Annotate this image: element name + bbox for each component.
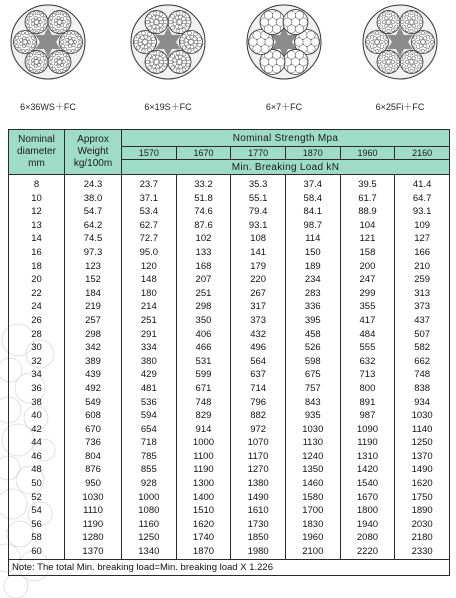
table-cell: 22 [31,287,42,299]
table-cell: 61.7 [358,192,377,204]
table-cell: 200 [359,260,376,272]
table-cell: 38.0 [83,192,103,204]
table-cell: 1310 [356,450,379,462]
table-cell: 8 [33,179,40,190]
table-cell: 179 [250,260,267,272]
rope-label-6x36ws: 6×36WS＋FC [20,102,76,112]
table-cell: 24 [31,301,42,313]
table-cell: 33.2 [194,179,213,190]
table-cell: 20 [31,274,42,286]
table-cell: 152 [85,274,101,286]
table-cell: 914 [195,423,212,435]
table-cell: 928 [140,478,157,490]
table-cell: 1980 [247,546,269,558]
table-cell: 876 [85,464,101,476]
table-cell: 42 [31,423,42,435]
table-cell: 133 [195,246,212,258]
table-cell: 1160 [138,518,160,530]
table-cell: 26 [31,314,42,326]
table-cell: 1250 [138,532,160,544]
table-cell: 150 [304,246,321,258]
table-cell: 95.0 [139,246,159,258]
column-load-1870 [285,175,340,560]
table-cell: 355 [359,301,376,313]
table-cell: 748 [195,396,212,408]
table-cell: 32 [31,355,42,367]
column-load-1960 [340,175,395,560]
table-cell: 1030 [302,423,324,435]
table-note: Note: The total Min. breaking load=Min. breaking load X 1.226 [9,559,450,575]
rope-6x7-cross-section-icon [246,4,322,80]
table-cell: 1700 [302,505,324,517]
table-cell: 1190 [193,464,214,476]
table-cell: 37.4 [303,179,323,190]
column-load-1570 [122,175,177,560]
table-cell: 1300 [192,478,215,490]
table-cell: 838 [414,382,431,394]
column-load-2160 [395,175,450,560]
table-cell: 632 [359,355,376,367]
header-approx-weight: Approx Weight kg/100m [65,130,122,175]
column-load-1670 [176,175,231,560]
table-cell: 1070 [247,437,269,449]
table-cell: 40 [31,410,42,422]
table-cell: 608 [85,410,101,422]
table-cell: 2220 [356,546,379,558]
table-cell: 395 [304,314,321,326]
table-cell: 1620 [192,518,215,530]
table-cell: 79.4 [248,206,268,218]
table-cell: 1870 [192,546,215,558]
rope-6x36ws-cross-section-icon [10,4,86,80]
table-cell: 1460 [302,478,324,490]
table-cell: 1190 [357,437,378,449]
table-cell: 1140 [411,423,433,435]
table-cell: 380 [140,355,157,367]
table-cell: 458 [304,328,321,340]
table-cell: 1370 [82,546,104,558]
table-cell: 1250 [411,437,433,449]
table-cell: 36 [31,382,42,394]
table-cell: 466 [195,342,212,354]
table-cell: 972 [250,423,267,435]
table-cell: 2180 [411,532,433,544]
table-cell: 55.1 [248,192,268,204]
table-cell: 121 [359,233,376,245]
table-cell: 317 [250,301,267,313]
table-cell: 313 [414,287,431,299]
table-cell: 64.2 [83,219,103,231]
table-cell: 713 [359,369,376,381]
table-cell: 259 [414,274,431,286]
table-cell: 298 [85,328,101,340]
table-cell: 267 [250,287,267,299]
rope-label-6x19s: 6×19S＋FC [144,102,192,112]
table-cell: 350 [195,314,212,326]
table-cell: 30 [31,342,42,354]
table-cell: 1510 [192,505,215,517]
table-cell: 1170 [247,450,269,462]
table-cell: 220 [250,274,267,286]
table-cell: 1280 [82,532,104,544]
table-cell: 855 [140,464,157,476]
table-cell: 429 [140,369,157,381]
header-min-breaking-load: Min. Breaking Load kN [122,160,450,175]
rope-specification-table [8,129,450,576]
column-load-1770 [231,175,286,560]
table-cell: 536 [140,396,157,408]
table-cell: 48 [31,464,42,476]
table-cell: 564 [250,355,267,367]
table-cell: 934 [414,396,431,408]
table-cell: 298 [195,301,212,313]
table-cell: 60 [31,546,42,558]
table-cell: 24.3 [83,179,103,190]
table-cell: 93.1 [248,219,268,231]
table-cell: 1030 [411,410,433,422]
table-cell: 120 [140,260,157,272]
table-cell: 373 [414,301,431,313]
table-cell: 84.1 [303,206,323,218]
table-cell: 251 [195,287,212,299]
table-cell: 37.1 [139,192,159,204]
table-cell: 291 [140,328,157,340]
table-cell: 16 [31,246,42,258]
table-cell: 257 [85,314,101,326]
table-cell: 373 [250,314,267,326]
header-grade-1570: 1570 [122,147,177,160]
table-cell: 109 [414,219,431,231]
table-cell: 210 [414,260,431,272]
table-cell: 64.7 [412,192,432,204]
table-cell: 1960 [302,532,324,544]
rope-label-6x25fi: 6×25Fi＋FC [375,102,425,112]
rope-6x19s-cross-section-icon [130,4,206,80]
table-cell: 389 [85,355,101,367]
table-cell: 44 [31,437,42,449]
table-cell: 891 [359,396,376,408]
table-cell: 1750 [411,491,433,503]
table-cell: 39.5 [358,179,377,190]
table-cell: 675 [304,369,321,381]
table-cell: 714 [250,382,267,394]
table-cell: 507 [414,328,431,340]
table-cell: 148 [140,274,157,286]
table-cell: 54.7 [83,206,103,218]
table-cell: 1670 [356,491,379,503]
table-cell: 1190 [82,518,104,530]
table-cell: 439 [85,369,101,381]
table-cell: 219 [85,301,101,313]
table-cell: 1490 [247,491,269,503]
table-cell: 38 [31,396,42,408]
table-cell: 141 [250,246,267,258]
table-cell: 748 [414,369,431,381]
table-cell: 127 [414,233,431,245]
table-cell: 158 [359,246,376,258]
table-cell: 736 [85,437,101,449]
table-cell: 1380 [247,478,269,490]
table-cell: 2030 [411,518,433,530]
table-cell: 1540 [356,478,379,490]
table-cell: 166 [414,246,431,258]
table-cell: 1370 [411,450,433,462]
table-cell: 2080 [356,532,379,544]
table-cell: 481 [140,382,157,394]
table-cell: 1090 [356,423,379,435]
table-cell: 1350 [302,464,324,476]
table-cell: 13 [31,219,42,231]
table-cell: 829 [195,410,212,422]
table-cell: 555 [359,342,376,354]
table-cell: 234 [304,274,321,286]
table-cell: 336 [304,301,321,313]
table-cell: 785 [140,450,157,462]
table-cell: 1270 [247,464,269,476]
table-cell: 1740 [192,532,215,544]
table-cell: 662 [414,355,431,367]
table-cell: 98.7 [303,219,323,231]
table-cell: 718 [140,437,157,449]
table-cell: 526 [304,342,321,354]
table-cell: 62.7 [139,219,159,231]
table-cell: 180 [140,287,157,299]
table-cell: 72.7 [139,233,159,245]
header-grade-1670: 1670 [176,147,231,160]
header-grade-1770: 1770 [231,147,286,160]
table-cell: 1610 [247,505,269,517]
header-nominal-strength: Nominal Strength Mpa [122,130,450,147]
table-cell: 417 [359,314,376,326]
header-grade-2160: 2160 [395,147,450,160]
table-cell: 56 [31,518,42,530]
table-cell: 93.1 [412,206,432,218]
table-cell: 1580 [302,491,324,503]
table-cell: 251 [140,314,157,326]
table-cell: 74.6 [194,206,213,218]
table-cell: 671 [195,382,212,394]
table-cell: 41.4 [412,179,432,190]
table-cell: 58.4 [303,192,323,204]
table-cell: 34 [31,369,42,381]
table-cell: 654 [140,423,157,435]
table-cell: 283 [304,287,321,299]
table-cell: 102 [195,233,212,245]
table-cell: 10 [31,192,42,204]
column-weight [65,175,122,560]
table-cell: 1850 [247,532,269,544]
table-cell: 334 [140,342,157,354]
table-cell: 342 [85,342,101,354]
table-cell: 1940 [356,518,379,530]
table-cell: 104 [359,219,376,231]
table-cell: 168 [195,260,212,272]
table-cell: 50 [31,478,42,490]
table-cell: 189 [304,260,321,272]
column-diameter [9,175,65,560]
table-cell: 1240 [302,450,324,462]
table-cell: 123 [85,260,101,272]
table-cell: 496 [250,342,267,354]
table-cell: 598 [304,355,321,367]
table-cell: 1830 [302,518,324,530]
table-cell: 2330 [411,546,433,558]
table-cell: 549 [85,396,101,408]
table-cell: 74.5 [83,233,103,245]
table-cell: 796 [250,396,267,408]
table-cell: 1000 [138,491,160,503]
header-grade-1870: 1870 [285,147,340,160]
table-cell: 23.7 [139,179,159,190]
table-cell: 1800 [356,505,379,517]
table-cell: 46 [31,450,42,462]
table-cell: 207 [195,274,212,286]
table-cell: 1420 [356,464,379,476]
table-cell: 87.6 [194,219,213,231]
table-cell: 58 [31,532,42,544]
table-cell: 35.3 [248,179,268,190]
table-cell: 1000 [192,437,215,449]
table-cell: 1400 [192,491,215,503]
table-cell: 804 [85,450,101,462]
table-cell: 882 [250,410,267,422]
table-cell: 1890 [411,505,433,517]
table-cell: 214 [140,301,157,313]
table-cell: 582 [414,342,431,354]
table-cell: 108 [250,233,267,245]
table-cell: 484 [359,328,376,340]
table-cell: 1030 [82,491,104,503]
table-cell: 1130 [302,437,324,449]
table-cell: 492 [85,382,101,394]
table-cell: 97.3 [83,246,103,258]
rope-label-6x7: 6×7＋FC [265,102,303,112]
table-cell: 54 [31,505,42,517]
table-cell: 184 [85,287,101,299]
table-cell: 2100 [302,546,324,558]
table-cell: 1110 [83,505,103,517]
table-cell: 14 [31,233,42,245]
table-cell: 1620 [411,478,433,490]
table-cell: 637 [250,369,267,381]
table-cell: 1080 [138,505,160,517]
table-cell: 18 [31,260,42,272]
table-cell: 757 [304,382,321,394]
table-cell: 950 [85,478,101,490]
table-cell: 935 [304,410,321,422]
table-cell: 51.8 [194,192,213,204]
table-cell: 88.9 [358,206,377,218]
table-cell: 406 [195,328,212,340]
table-cell: 28 [31,328,42,340]
table-cell: 987 [359,410,376,422]
table-cell: 114 [305,233,321,245]
table-cell: 1490 [411,464,433,476]
table-cell: 531 [195,355,212,367]
table-cell: 843 [304,396,321,408]
table-cell: 800 [359,382,376,394]
table-cell: 599 [195,369,212,381]
table-cell: 437 [414,314,431,326]
table-cell: 299 [359,287,376,299]
header-grade-1960: 1960 [340,147,395,160]
table-cell: 670 [85,423,101,435]
header-nominal-diameter: Nominal diameter mm [9,130,65,175]
rope-diagrams [0,0,456,120]
table-cell: 53.4 [139,206,159,218]
table-cell: 52 [31,491,42,503]
table-cell: 1730 [247,518,269,530]
table-cell: 594 [140,410,157,422]
rope-6x25fi-cross-section-icon [362,4,438,80]
table-cell: 1340 [138,546,160,558]
table-cell: 12 [31,206,42,218]
table-cell: 432 [250,328,267,340]
table-cell: 247 [359,274,376,286]
table-cell: 1100 [193,450,214,462]
